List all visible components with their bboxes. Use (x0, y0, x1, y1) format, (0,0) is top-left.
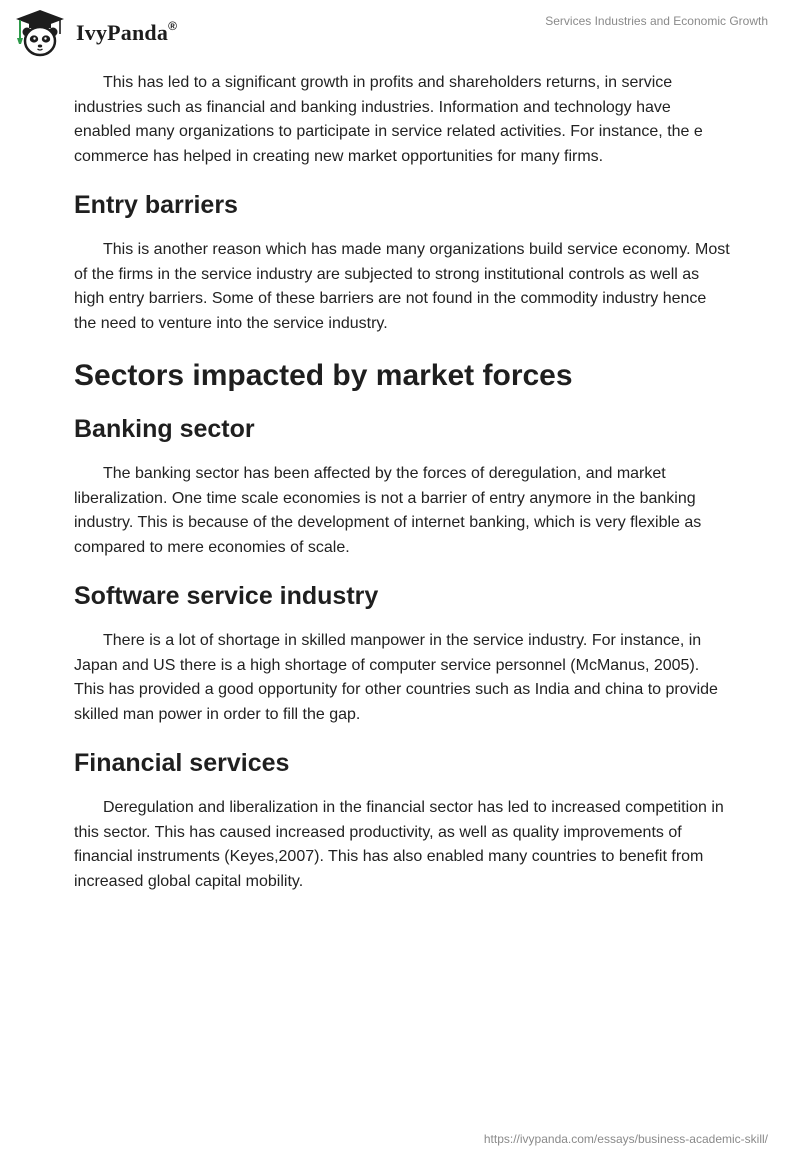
paragraph-financial-services: Deregulation and liberalization in the financial sector has led to increased competition in this sector. This has caused increased productivity, as well as quality improvements of financial instruments (Keyes,2007). This has also enabled many countries to benefit from increased global capital mobility. (74, 799, 724, 890)
paragraph-entry-barriers: This is another reason which has made many organizations build service economy. Most of the firms in the service industry are subjected to strong institutional controls as well as high entry barriers. Some of these barriers are not found in the commodity industry hence the need to venture into the service industry. (74, 241, 730, 332)
paragraph-software-service: There is a lot of shortage in skilled manpower in the service industry. For instance, in Japan and US there is a high shortage of computer service personnel (McManus, 2005). This has provided a good opportunity for other countries such as India and china to provide skilled man power in order to fill the gap. (74, 632, 718, 723)
running-title: Services Industries and Economic Growth (545, 14, 768, 28)
brand-name-text: IvyPanda (76, 20, 169, 45)
heading-software-service: Software service industry (74, 582, 379, 610)
heading-financial-services: Financial services (74, 749, 290, 777)
heading-banking-sector: Banking sector (74, 415, 255, 443)
paragraph-growth: This has led to a significant growth in profits and shareholders returns, in service industries such as financial and banking industries. Information and technology have enabled many organizations to participate in service related activities. For instance, the e commerce has helped in creating new market opportunities for many firms. (74, 74, 703, 165)
heading-entry-barriers: Entry barriers (74, 191, 238, 219)
article-body (74, 71, 730, 894)
brand-name (76, 20, 177, 46)
registered-mark: ® (168, 18, 178, 33)
source-url-link[interactable]: https://ivypanda.com/essays/business-academic-skill/ (483, 1132, 768, 1146)
heading-sectors: Sectors impacted by market forces (74, 359, 573, 392)
panda-graduate-icon (14, 8, 66, 58)
brand-logo[interactable] (14, 8, 177, 58)
paragraph-banking-sector: The banking sector has been affected by the forces of deregulation, and market liberalization. One time scale economies is not a barrier of entry anymore in the banking industry. This is because of the development of internet banking, which is very flexible as compared to mere economies of scale. (74, 465, 702, 556)
